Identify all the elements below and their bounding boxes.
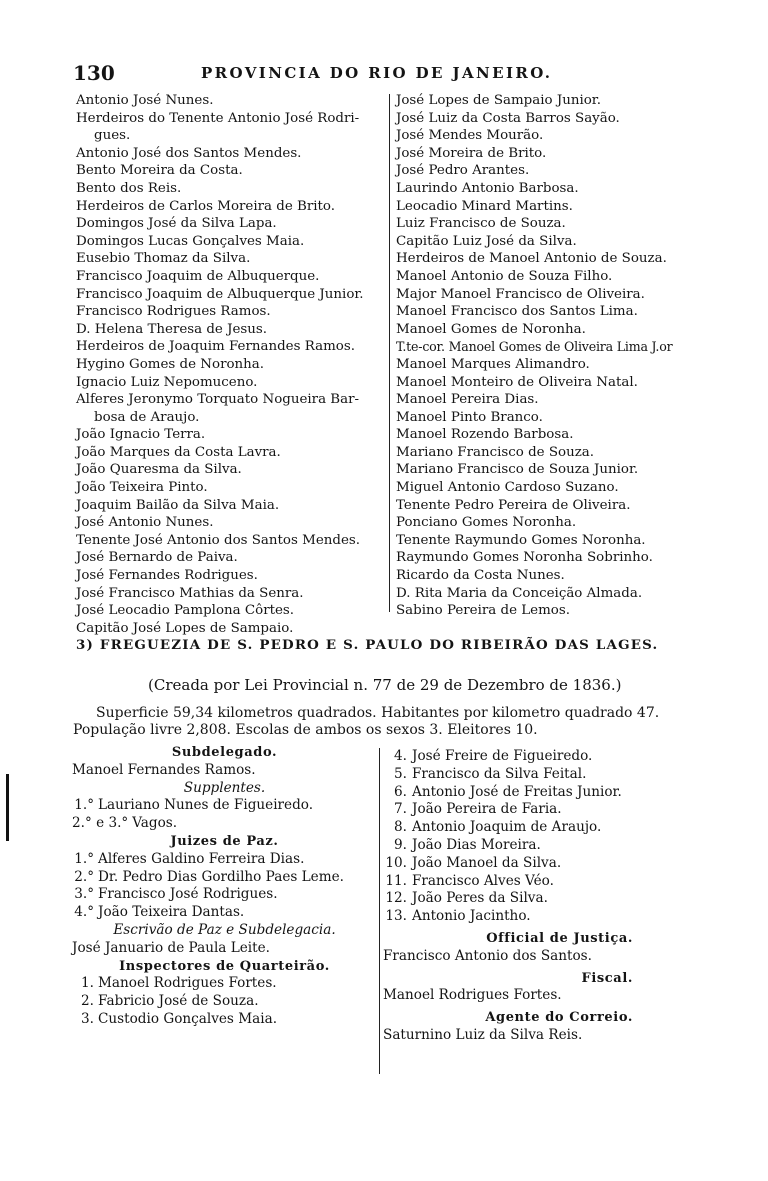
- juizes-heading: Juizes de Paz.: [170, 833, 279, 849]
- item-number: 10.: [385, 854, 407, 871]
- list-item: [383, 784, 713, 802]
- list-item: Herdeiros de Joaquim Fernandes Ramos.: [76, 339, 355, 355]
- item-name: Vagos.: [132, 815, 178, 832]
- item-number: 13.: [385, 908, 407, 925]
- item-number: 1.: [81, 975, 94, 992]
- section-subtitle: (Creada por Lei Provincial n. 77 de 29 de Dezembro de 1836.): [148, 676, 622, 694]
- subdelegado-heading: Subdelegado.: [171, 745, 278, 760]
- list-item: [383, 748, 713, 766]
- stats-line-2: População livre 2,808. Escolas de ambos os sexos 3. Eleitores 10.: [73, 722, 538, 738]
- list-item: José Lopes de Sampaio Junior.: [396, 93, 601, 108]
- list-item: [383, 837, 713, 855]
- list-item: Herdeiros de Manoel Antonio de Souza.: [396, 251, 667, 267]
- list-item: Luiz Francisco de Souza.: [396, 216, 566, 232]
- list-item: José Fernandes Rodrigues.: [76, 568, 258, 584]
- list-item: José Bernardo de Paiva.: [76, 550, 238, 566]
- list-item: Tenente Raymundo Gomes Noronha.: [396, 532, 646, 548]
- escrivao-heading: Escrivão de Paz e Subdelegacia.: [113, 921, 336, 938]
- item-name: Francisco Alves Véo.: [412, 872, 554, 889]
- officials-left: [72, 744, 377, 1029]
- item-number: 1.°: [74, 850, 94, 867]
- list-item: Eusebio Thomaz da Silva.: [76, 251, 251, 267]
- list-item: Major Manoel Francisco de Oliveira.: [396, 286, 645, 302]
- item-number: 4.: [394, 748, 407, 764]
- running-title: PROVINCIA DO RIO DE JANEIRO.: [201, 64, 553, 82]
- list-item: [383, 819, 713, 837]
- item-name: Francisco José Rodrigues.: [98, 886, 278, 903]
- list-item: Sabino Pereira de Lemos.: [396, 603, 570, 619]
- item-name: Dr. Pedro Dias Gordilho Paes Leme.: [98, 868, 344, 885]
- list-item: Bento Moreira da Costa.: [76, 163, 243, 179]
- item-number: 3.°: [74, 886, 94, 903]
- list-item: bosa de Araujo.: [94, 409, 200, 425]
- official-heading: Official de Justiça.: [486, 930, 633, 946]
- item-name: João Peres da Silva.: [412, 890, 548, 907]
- list-item: José Moreira de Brito.: [396, 145, 547, 161]
- column-divider: [389, 94, 390, 612]
- column-divider: [379, 748, 380, 1074]
- item-name: João Pereira de Faria.: [412, 801, 562, 818]
- owners-list-right: [396, 92, 716, 620]
- list-item: Domingos Lucas Gonçalves Maia.: [76, 233, 305, 249]
- supplentes-heading: Supplentes.: [183, 779, 266, 796]
- item-number: 2.° e 3.°: [72, 815, 129, 832]
- list-item: Bento dos Reis.: [76, 180, 182, 196]
- list-item: Leocadio Minard Martins.: [396, 198, 573, 214]
- item-number: 9.: [394, 836, 407, 853]
- list-item: Tenente Pedro Pereira de Oliveira.: [396, 497, 631, 513]
- stats-line-1: Superficie 59,34 kilometros quadrados. Habitantes por kilometro quadrado 47.: [96, 705, 660, 721]
- fiscal-name: Manoel Rodrigues Fortes.: [383, 987, 562, 1004]
- list-item: Manoel Monteiro de Oliveira Natal.: [396, 374, 638, 390]
- page-number: 130: [73, 61, 115, 85]
- list-item: D. Helena Theresa de Jesus.: [76, 321, 268, 337]
- list-item: [383, 908, 713, 926]
- list-item: Joaquim Bailão da Silva Maia.: [76, 497, 280, 513]
- fiscal-heading: Fiscal.: [581, 970, 633, 986]
- list-item: João Teixeira Pinto.: [76, 480, 208, 496]
- item-name: Francisco da Silva Feital.: [412, 765, 587, 782]
- list-item: Domingos José da Silva Lapa.: [76, 216, 277, 232]
- list-item: Manoel Gomes de Noronha.: [396, 321, 586, 337]
- list-item: Capitão José Lopes de Sampaio.: [76, 620, 294, 636]
- item-name: João Manoel da Silva.: [412, 854, 562, 871]
- list-item: [72, 975, 377, 993]
- item-number: 12.: [385, 890, 407, 907]
- list-item: Manoel Pereira Dias.: [396, 392, 539, 408]
- list-item: Mariano Francisco de Souza.: [396, 444, 594, 460]
- item-name: João Dias Moreira.: [412, 836, 541, 853]
- list-item: Francisco Joaquim de Albuquerque.: [76, 268, 320, 284]
- list-item: Manoel Antonio de Souza Filho.: [396, 268, 613, 284]
- list-item: [383, 873, 713, 891]
- item-name: Manoel Rodrigues Fortes.: [98, 975, 277, 992]
- list-item: Tenente José Antonio dos Santos Mendes.: [76, 532, 360, 548]
- list-item: Raymundo Gomes Noronha Sobrinho.: [396, 550, 653, 566]
- list-item: Manoel Francisco dos Santos Lima.: [396, 304, 638, 320]
- official-name: Francisco Antonio dos Santos.: [383, 947, 592, 964]
- list-item: Manoel Rozendo Barbosa.: [396, 427, 574, 443]
- list-item: Laurindo Antonio Barbosa.: [396, 180, 579, 196]
- item-name: Lauriano Nunes de Figueiredo.: [98, 797, 314, 814]
- section-title: 3) FREGUEZIA DE S. PEDRO E S. PAULO DO RIBEIRÃO DAS LAGES.: [76, 637, 659, 653]
- list-item: Herdeiros do Tenente Antonio José Rodri-: [76, 110, 360, 126]
- list-item: Capitão Luiz José da Silva.: [396, 233, 577, 249]
- item-number: 11.: [385, 872, 407, 889]
- list-item: Antonio José Nunes.: [76, 93, 214, 108]
- item-number: 1.°: [74, 797, 94, 814]
- item-number: 8.: [394, 819, 407, 836]
- page-header: [73, 61, 713, 89]
- inspectores-heading: Inspectores de Quarteirão.: [119, 958, 330, 974]
- item-name: Alferes Galdino Ferreira Dias.: [98, 850, 305, 867]
- item-number: 2.: [81, 993, 94, 1010]
- list-item: Francisco Joaquim de Albuquerque Junior.: [76, 286, 364, 302]
- list-item: [383, 855, 713, 873]
- item-number: 5.: [394, 765, 407, 782]
- list-item: [383, 890, 713, 908]
- list-item: Alferes Jeronymo Torquato Nogueira Bar-: [76, 392, 360, 408]
- item-name: José Freire de Figueiredo.: [412, 748, 593, 764]
- item-number: 7.: [394, 801, 407, 818]
- list-item: [72, 1011, 377, 1029]
- list-item: [72, 815, 377, 833]
- list-item: [72, 886, 377, 904]
- list-item: José Mendes Mourão.: [396, 128, 544, 144]
- list-item: José Leocadio Pamplona Côrtes.: [76, 603, 295, 619]
- list-item: José Francisco Mathias da Senra.: [76, 585, 304, 601]
- list-item: Antonio José dos Santos Mendes.: [76, 145, 302, 161]
- list-item: [72, 797, 377, 815]
- agente-heading: Agente do Correio.: [485, 1010, 633, 1026]
- item-name: Fabricio José de Souza.: [98, 993, 259, 1010]
- list-item: Miguel Antonio Cardoso Suzano.: [396, 480, 619, 496]
- list-item: [72, 851, 377, 869]
- escrivao-name: José Januario de Paula Leite.: [72, 939, 270, 956]
- owners-list-left: [76, 92, 388, 637]
- list-item: [72, 904, 377, 922]
- item-number: 3.: [81, 1010, 94, 1027]
- list-item: José Pedro Arantes.: [396, 163, 530, 179]
- list-item: Hygino Gomes de Noronha.: [76, 356, 265, 372]
- list-item: [383, 801, 713, 819]
- list-item: Manoel Pinto Branco.: [396, 409, 543, 425]
- list-item: João Ignacio Terra.: [76, 427, 206, 443]
- item-number: 2.°: [74, 868, 94, 885]
- list-item: [72, 993, 377, 1011]
- item-name: Antonio Joaquim de Araujo.: [412, 819, 602, 836]
- agente-name: Saturnino Luiz da Silva Reis.: [383, 1026, 583, 1043]
- margin-ink-mark: [6, 774, 9, 841]
- item-name: Antonio Jacintho.: [412, 908, 531, 925]
- item-number: 4.°: [74, 904, 94, 921]
- item-number: 6.: [394, 783, 407, 800]
- list-item: D. Rita Maria da Conceição Almada.: [396, 585, 643, 601]
- list-item: Herdeiros de Carlos Moreira de Brito.: [76, 198, 335, 214]
- list-item: Ponciano Gomes Noronha.: [396, 515, 577, 531]
- list-item: Francisco Rodrigues Ramos.: [76, 304, 271, 320]
- subdelegado-name: Manoel Fernandes Ramos.: [72, 761, 256, 778]
- list-item: José Antonio Nunes.: [76, 515, 214, 531]
- list-item: José Luiz da Costa Barros Sayão.: [396, 110, 620, 126]
- list-item: [383, 766, 713, 784]
- list-item: Mariano Francisco de Souza Junior.: [396, 462, 639, 478]
- item-name: Antonio José de Freitas Junior.: [412, 783, 622, 800]
- list-item: gues.: [94, 128, 131, 144]
- list-item: João Marques da Costa Lavra.: [76, 444, 281, 460]
- list-item: Ricardo da Costa Nunes.: [396, 568, 565, 584]
- list-item: João Quaresma da Silva.: [76, 462, 242, 478]
- item-name: João Teixeira Dantas.: [98, 904, 245, 921]
- list-item: T.te-cor. Manoel Gomes de Oliveira Lima J.or: [396, 339, 673, 355]
- list-item: [72, 869, 377, 887]
- item-name: Custodio Gonçalves Maia.: [98, 1010, 278, 1027]
- list-item: Manoel Marques Alimandro.: [396, 356, 590, 372]
- list-item: Ignacio Luiz Nepomuceno.: [76, 374, 258, 390]
- officials-right: [383, 748, 713, 1045]
